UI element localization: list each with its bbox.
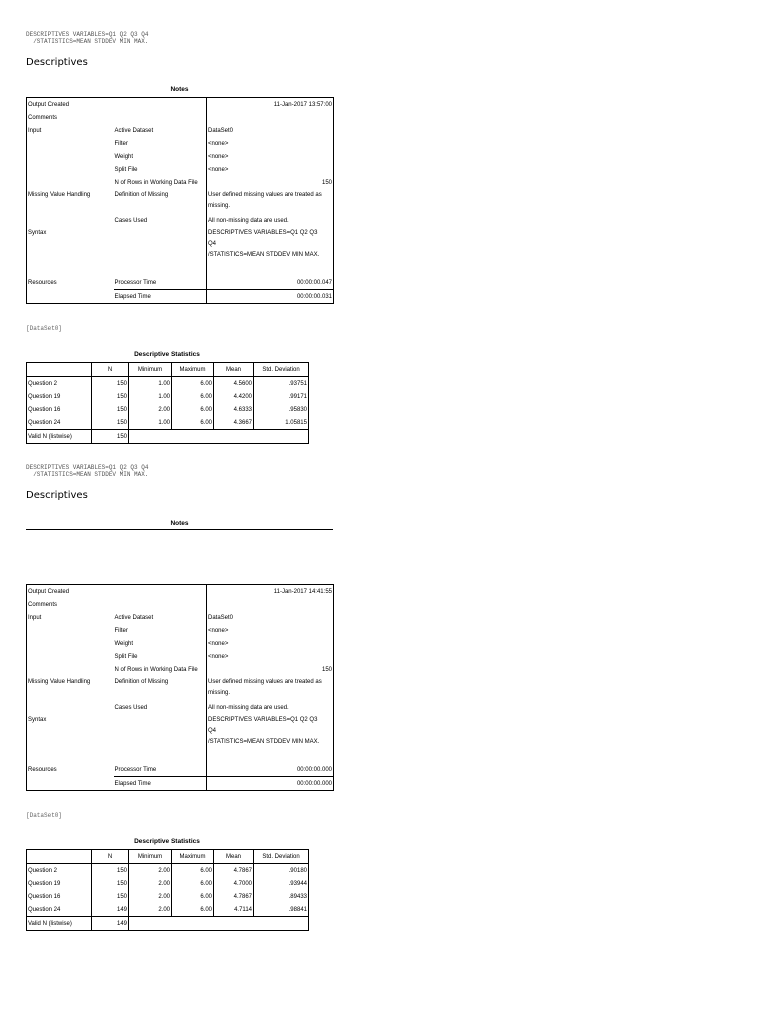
- syntax-value-line: DESCRIPTIVES VARIABLES=Q1 Q2 Q3: [208, 230, 318, 236]
- notes-row: [27, 611, 334, 624]
- table-cell: 6.00: [172, 890, 214, 903]
- table-cell: 2.00: [129, 903, 172, 917]
- notes-row: [27, 663, 334, 676]
- stats-header-row: [27, 363, 309, 377]
- row-value: DataSet0: [207, 611, 334, 624]
- notes-row: [27, 585, 334, 599]
- table-cell: 4.7867: [214, 890, 254, 903]
- notes-row: [27, 650, 334, 663]
- row-sublabel: Filter: [114, 140, 128, 147]
- row-value: User defined missing values are treated as missing.: [207, 189, 334, 214]
- notes-row: [27, 714, 334, 763]
- table-cell: 150: [92, 377, 129, 391]
- row-sublabel: Weight: [114, 153, 134, 160]
- table-cell: 150: [92, 430, 129, 444]
- row-label: Syntax: [28, 717, 47, 723]
- table-cell: Valid N (listwise): [27, 917, 92, 931]
- table-cell: 150: [92, 390, 129, 403]
- table-cell: 149: [92, 917, 129, 931]
- row-sublabel: Processor Time: [114, 766, 157, 773]
- row-label: Input: [28, 127, 42, 134]
- notes-row: [27, 176, 334, 189]
- row-value: <none>: [207, 150, 334, 163]
- table-row: [27, 430, 309, 444]
- table-cell: .93944: [254, 877, 309, 890]
- row-value: [207, 714, 334, 763]
- row-value: 11-Jan-2017 14:41:55: [207, 585, 334, 599]
- row-label: Comments: [28, 601, 58, 608]
- section-heading: Descriptives: [26, 57, 88, 68]
- row-value: <none>: [207, 137, 334, 150]
- notes-row: [27, 624, 334, 637]
- table-cell: 6.00: [172, 416, 214, 430]
- table-row: [27, 416, 309, 430]
- table-cell: 1.00: [129, 390, 172, 403]
- notes-row: [27, 777, 334, 791]
- stats-table: [26, 849, 309, 931]
- stats-title: Descriptive Statistics: [134, 351, 200, 358]
- table-cell: .93751: [254, 377, 309, 391]
- row-value: <none>: [207, 163, 334, 176]
- table-cell: 6.00: [172, 390, 214, 403]
- notes-title: Notes: [170, 520, 189, 527]
- dataset-reference: [DataSet0]: [26, 325, 63, 332]
- row-sublabel: Split File: [114, 653, 138, 660]
- col-header: Mean: [214, 363, 254, 377]
- row-value: 150: [207, 663, 334, 676]
- syntax-line: /STATISTICS=MEAN STDDEV MIN MAX.: [26, 470, 149, 478]
- row-value: 150: [207, 176, 334, 189]
- table-cell: Question 16: [27, 403, 92, 416]
- row-sublabel: N of Rows in Working Data File: [114, 179, 198, 186]
- table-cell: 150: [92, 403, 129, 416]
- stats-title: Descriptive Statistics: [134, 838, 200, 845]
- col-header: N: [92, 363, 129, 377]
- notes-row: [27, 701, 334, 714]
- notes-row: [27, 163, 334, 176]
- table-cell: Question 16: [27, 890, 92, 903]
- notes-row: [27, 227, 334, 276]
- syntax-value-line: /STATISTICS=MEAN STDDEV MIN MAX.: [208, 739, 320, 745]
- table-cell: 150: [92, 890, 129, 903]
- col-header: Std. Deviation: [254, 850, 309, 864]
- syntax-line: DESCRIPTIVES VARIABLES=Q1 Q2 Q3 Q4: [26, 464, 149, 471]
- row-sublabel: Processor Time: [114, 279, 157, 286]
- notes-table: [26, 584, 334, 791]
- table-row: [27, 890, 309, 903]
- table-row: [27, 390, 309, 403]
- table-cell: 2.00: [129, 890, 172, 903]
- table-cell: 6.00: [172, 377, 214, 391]
- notes-row: [27, 637, 334, 650]
- row-sublabel: Elapsed Time: [114, 777, 207, 791]
- row-sublabel: Cases Used: [114, 704, 148, 711]
- table-cell: 1.05815: [254, 416, 309, 430]
- table-cell: .89433: [254, 890, 309, 903]
- notes-row: [27, 98, 334, 112]
- row-label: Output Created: [28, 101, 70, 108]
- syntax-value-line: Q4: [208, 241, 217, 247]
- stats-table: [26, 362, 309, 444]
- table-cell: 4.4200: [214, 390, 254, 403]
- stats-header-row: [27, 850, 309, 864]
- table-cell: 4.5600: [214, 377, 254, 391]
- table-row: [27, 877, 309, 890]
- row-value: DataSet0: [207, 124, 334, 137]
- row-value: 00:00:00.047: [207, 276, 334, 290]
- table-cell: 4.7114: [214, 903, 254, 917]
- row-value: 00:00:00.000: [207, 763, 334, 777]
- notes-row: [27, 124, 334, 137]
- row-value: <none>: [207, 624, 334, 637]
- row-value: 00:00:00.031: [207, 290, 334, 304]
- table-cell: 4.7867: [214, 864, 254, 878]
- table-cell: .99171: [254, 390, 309, 403]
- table-cell: 6.00: [172, 877, 214, 890]
- table-cell: 2.00: [129, 403, 172, 416]
- col-header: Maximum: [172, 850, 214, 864]
- row-sublabel: Weight: [114, 640, 134, 647]
- table-cell: 1.00: [129, 416, 172, 430]
- table-cell: 4.3667: [214, 416, 254, 430]
- syntax-echo: [26, 32, 148, 45]
- notes-row: [27, 598, 334, 611]
- table-cell: .90180: [254, 864, 309, 878]
- table-row: [27, 403, 309, 416]
- row-label: Missing Value Handling: [28, 679, 91, 685]
- notes-row: [27, 763, 334, 777]
- notes-row: [27, 290, 334, 304]
- table-cell: Question 2: [27, 377, 92, 391]
- table-row: [27, 917, 309, 931]
- table-cell: 2.00: [129, 864, 172, 878]
- row-label: Output Created: [28, 588, 70, 595]
- syntax-line: /STATISTICS=MEAN STDDEV MIN MAX.: [26, 37, 149, 45]
- table-cell: Question 2: [27, 864, 92, 878]
- row-sublabel: Filter: [114, 627, 128, 634]
- table-cell: 2.00: [129, 877, 172, 890]
- notes-row: [27, 137, 334, 150]
- row-value: <none>: [207, 637, 334, 650]
- notes-row: [27, 150, 334, 163]
- col-header: N: [92, 850, 129, 864]
- row-label: Input: [28, 614, 42, 621]
- row-label: Syntax: [28, 230, 47, 236]
- table-cell: .98841: [254, 903, 309, 917]
- table-cell: Valid N (listwise): [27, 430, 92, 444]
- col-header: Mean: [214, 850, 254, 864]
- row-sublabel: Split File: [114, 166, 138, 173]
- table-cell: 150: [92, 416, 129, 430]
- row-label: Resources: [28, 279, 57, 286]
- notes-table: [26, 97, 334, 304]
- table-cell: 4.7000: [214, 877, 254, 890]
- row-value: <none>: [207, 650, 334, 663]
- table-cell: 150: [92, 877, 129, 890]
- syntax-value-line: DESCRIPTIVES VARIABLES=Q1 Q2 Q3: [208, 717, 318, 723]
- notes-row: [27, 111, 334, 124]
- table-cell: Question 24: [27, 903, 92, 917]
- section-heading: Descriptives: [26, 490, 88, 501]
- row-value: 11-Jan-2017 13:57:00: [207, 98, 334, 112]
- row-sublabel: Active Dataset: [114, 127, 154, 134]
- table-cell: 6.00: [172, 903, 214, 917]
- table-cell: .95830: [254, 403, 309, 416]
- notes-row: [27, 214, 334, 227]
- table-cell: Question 19: [27, 877, 92, 890]
- col-header: Maximum: [172, 363, 214, 377]
- row-value: User defined missing values are treated as missing.: [207, 676, 334, 701]
- row-sublabel: N of Rows in Working Data File: [114, 666, 198, 673]
- row-label: Missing Value Handling: [28, 192, 91, 198]
- table-row: [27, 377, 309, 391]
- table-cell: 4.6333: [214, 403, 254, 416]
- notes-row: [27, 676, 334, 701]
- syntax-line: DESCRIPTIVES VARIABLES=Q1 Q2 Q3 Q4: [26, 31, 149, 38]
- row-sublabel: Definition of Missing: [114, 192, 169, 198]
- col-header: Std. Deviation: [254, 363, 309, 377]
- col-header: Minimum: [129, 850, 172, 864]
- row-value: All non-missing data are used.: [207, 214, 334, 227]
- row-value: All non-missing data are used.: [207, 701, 334, 714]
- notes-divider: [26, 529, 333, 530]
- row-sublabel: Cases Used: [114, 217, 148, 224]
- notes-row: [27, 276, 334, 290]
- table-cell: Question 24: [27, 416, 92, 430]
- row-label: Comments: [28, 114, 58, 121]
- notes-title: Notes: [170, 86, 189, 93]
- row-sublabel: Elapsed Time: [114, 290, 207, 304]
- notes-row: [27, 189, 334, 214]
- syntax-value-line: Q4: [208, 728, 217, 734]
- table-cell: 1.00: [129, 377, 172, 391]
- table-row: [27, 864, 309, 878]
- syntax-value-line: /STATISTICS=MEAN STDDEV MIN MAX.: [208, 252, 320, 258]
- table-cell: 6.00: [172, 403, 214, 416]
- row-sublabel: Definition of Missing: [114, 679, 169, 685]
- row-value: [207, 227, 334, 276]
- syntax-echo: [26, 465, 148, 478]
- col-header: [27, 850, 92, 864]
- col-header: [27, 363, 92, 377]
- row-sublabel: Active Dataset: [114, 614, 154, 621]
- table-cell: Question 19: [27, 390, 92, 403]
- col-header: Minimum: [129, 363, 172, 377]
- row-value: 00:00:00.000: [207, 777, 334, 791]
- table-cell: 6.00: [172, 864, 214, 878]
- table-row: [27, 903, 309, 917]
- row-label: Resources: [28, 766, 57, 773]
- table-cell: 149: [92, 903, 129, 917]
- table-cell: 150: [92, 864, 129, 878]
- dataset-reference: [DataSet0]: [26, 812, 63, 819]
